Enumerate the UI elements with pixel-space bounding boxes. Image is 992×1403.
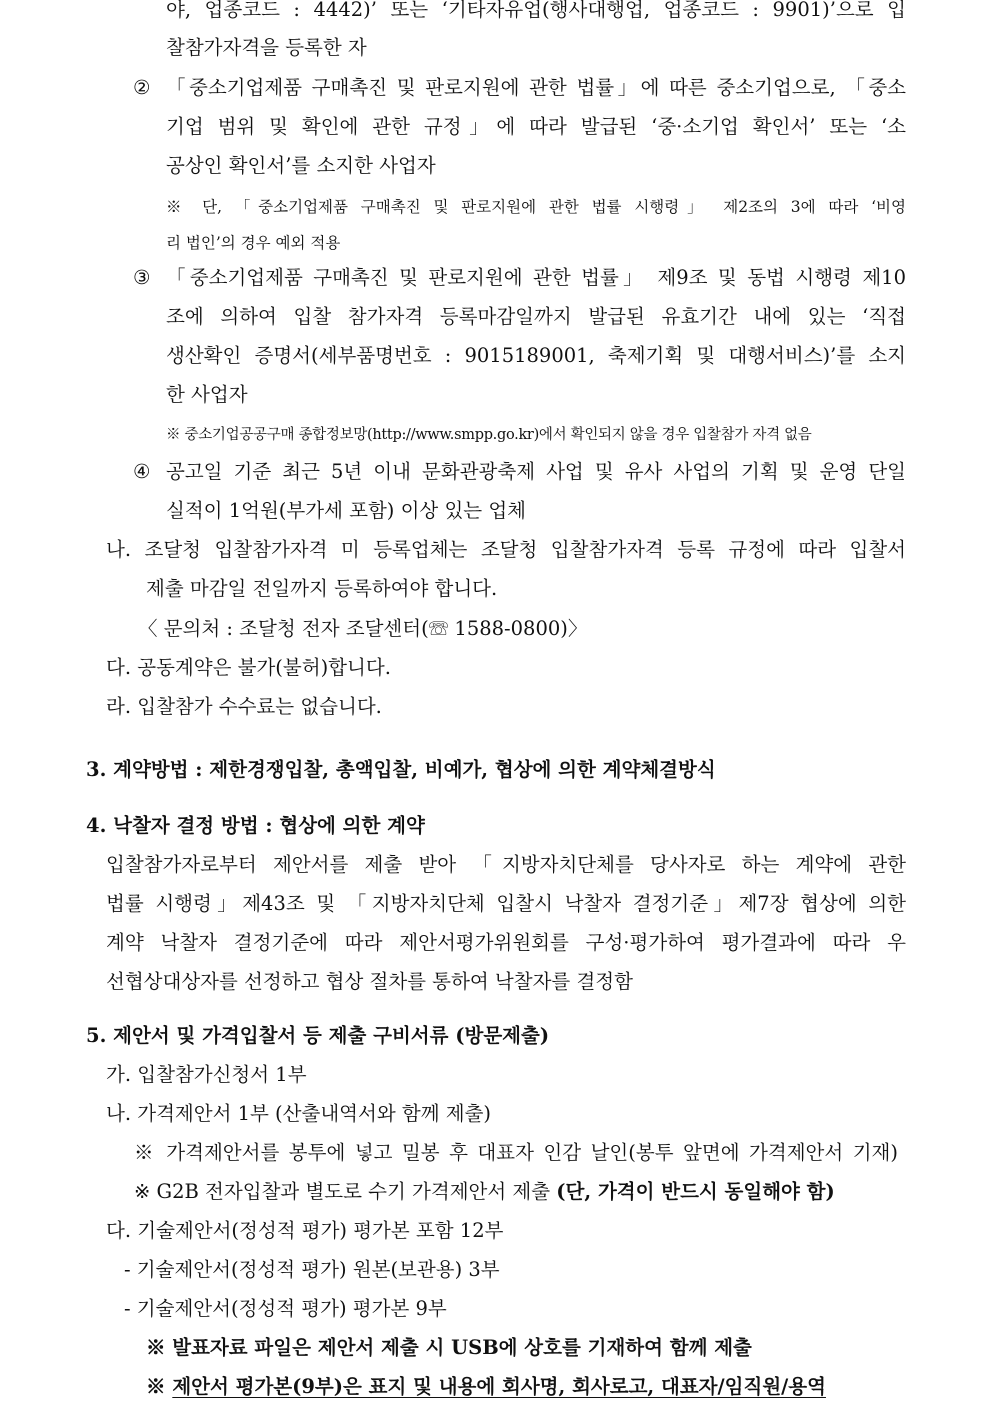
item2-line1: 「중소기업제품 구매촉진 및 판로지원에 관한 법률」에 따른 중소기업으로, 「중소 — [166, 76, 906, 99]
section4-paragraph-line2: 법률 시행령」제43조 및 「지방자치단체 입찰시 낙찰자 결정기준」제7장 협상에 의한 — [106, 892, 906, 915]
section5-eval-note — [146, 1374, 826, 1400]
item2-number: ② — [133, 76, 151, 99]
section5-na-note1: ※ 가격제안서를 봉투에 넣고 밀봉 후 대표자 인감 날인(봉투 앞면에 가격제안서 기재) — [134, 1141, 898, 1164]
item2-line3: 공상인 확인서’를 소지한 사업자 — [166, 154, 436, 177]
na-contact: 〈 문의처 : 조달청 전자 조달센터(☏ 1588-0800)〉 — [138, 617, 588, 640]
section5-usb-note: ※ 발표자료 파일은 제안서 제출 시 USB에 상호를 기재하여 함께 제출 — [146, 1336, 752, 1359]
item2-note-line2: 리 법인’의 경우 예외 적용 — [166, 234, 341, 252]
item1-continuation-line2: 찰참가자격을 등록한 자 — [166, 36, 367, 59]
section4-heading: 4. 낙찰자 결정 방법 : 협상에 의한 계약 — [86, 814, 425, 837]
section4-paragraph-line4: 선협상대상자를 선정하고 협상 절차를 통하여 낙찰자를 결정함 — [106, 970, 633, 993]
section5-heading: 5. 제안서 및 가격입찰서 등 제출 구비서류 (방문제출) — [86, 1024, 550, 1047]
item1-continuation-line1: 야, 업종코드 : 4442)’ 또는 ‘기타자유업(행사대행업, 업종코드 : 9901)’으로 입 — [166, 0, 906, 21]
section5-na-note2 — [134, 1179, 835, 1205]
eval-note-underlined-text: 제안서 평가본(9부)은 표지 및 내용에 회사명, 회사로고, 대표자/임직원/용역 — [172, 1375, 826, 1398]
section4-paragraph-line1: 입찰참가자로부터 제안서를 제출 받아 「지방자치단체를 당사자로 하는 계약에 관한 — [106, 853, 906, 876]
item3-line2: 조에 의하여 입찰 참가자격 등록마감일까지 발급된 유효기간 내에 있는 ‘직접 — [166, 305, 906, 328]
note2-text: G2B 전자입찰과 별도로 수기 가격제안서 제출 — [156, 1180, 551, 1203]
section5-ga: 가. 입찰참가신청서 1부 — [106, 1063, 307, 1086]
na-line2: 제출 마감일 전일까지 등록하여야 합니다. — [146, 577, 498, 600]
section5-da-sub1: - 기술제안서(정성적 평가) 원본(보관용) 3부 — [124, 1258, 500, 1281]
section5-da-sub2: - 기술제안서(정성적 평가) 평가본 9부 — [124, 1297, 447, 1320]
item4-number: ④ — [133, 460, 151, 483]
item3-line1: 「중소기업제품 구매촉진 및 판로지원에 관한 법률」 제9조 및 동법 시행령 제10 — [166, 266, 906, 289]
section5-na: 나. 가격제안서 1부 (산출내역서와 함께 제출) — [106, 1102, 492, 1125]
section4-paragraph-line3: 계약 낙찰자 결정기준에 따라 제안서평가위원회를 구성·평가하여 평가결과에 따라 우 — [106, 931, 906, 954]
item3-note: ※ 중소기업공공구매 종합정보망(http://www.smpp.go.kr)에서 확인되지 않을 경우 입찰참가 자격 없음 — [166, 427, 812, 443]
section5-da: 다. 기술제안서(정성적 평가) 평가본 포함 12부 — [106, 1219, 504, 1242]
na-line1: 나. 조달청 입찰참가자격 미 등록업체는 조달청 입찰참가자격 등록 규정에 따라 입찰서 — [106, 538, 906, 561]
item2-note-line1: ※ 단, 「중소기업제품 구매촉진 및 판로지원에 관한 법률 시행령」 제2조의 3에 따라 ‘비영 — [166, 198, 906, 216]
section3-heading: 3. 계약방법 : 제한경쟁입찰, 총액입찰, 비예가, 협상에 의한 계약체결방식 — [86, 758, 716, 781]
eval-note-mark: ※ — [146, 1375, 166, 1398]
item4-line1: 공고일 기준 최근 5년 이내 문화관광축제 사업 및 유사 사업의 기획 및 운영 단일 — [166, 460, 906, 483]
ra-line: 라. 입찰참가 수수료는 없습니다. — [106, 695, 382, 718]
da-line: 다. 공동계약은 불가(불허)합니다. — [106, 656, 391, 679]
item3-line3: 생산확인 증명서(세부품명번호 : 9015189001, 축제기획 및 대행서비스)’를 소지 — [166, 344, 906, 367]
item3-number: ③ — [133, 266, 151, 289]
note2-bold-text: (단, 가격이 반드시 동일해야 함) — [556, 1180, 835, 1203]
item4-line2: 실적이 1억원(부가세 포함) 이상 있는 업체 — [166, 499, 527, 522]
item3-line4: 한 사업자 — [166, 383, 248, 406]
item2-line2: 기업 범위 및 확인에 관한 규정」에 따라 발급된 ‘중·소기업 확인서’ 또는 ‘소 — [166, 115, 906, 138]
note-mark: ※ — [134, 1180, 151, 1203]
